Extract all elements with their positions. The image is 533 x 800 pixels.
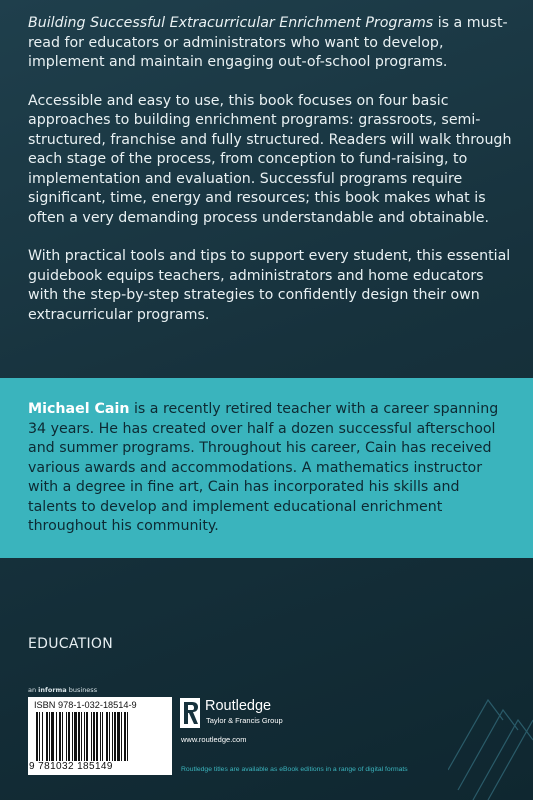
routledge-logo-icon (180, 698, 200, 728)
barcode-bars (36, 712, 164, 761)
blurb-paragraph-3: With practical tools and tips to support every student, this essential guidebook equips teachers, administrators and home educators with the step-by-step strategies to confidently design their own extracurricular programs. (28, 248, 511, 323)
back-cover-blurb (28, 14, 512, 344)
publisher-name: Routledge (205, 698, 272, 714)
barcode-digits: 9 781032 185149 (29, 761, 113, 772)
ebook-availability-note: Routledge titles are available as eBook editions in a range of digital formats (181, 766, 408, 773)
informa-business-tag: an informa business (28, 686, 98, 694)
decorative-arrows-icon (448, 640, 533, 800)
author-name: Michael Cain (28, 401, 130, 417)
book-title-italic: Building Successful Extracurricular Enrichment Programs (28, 15, 434, 31)
author-bio (28, 400, 512, 537)
publisher-group: Taylor & Francis Group (206, 716, 283, 725)
blurb-paragraph-1-text: is a must-read for educators or administrators who want to develop, implement and maintain engaging out-of-school programs. (28, 15, 508, 70)
publisher-website: www.routledge.com (181, 735, 247, 744)
blurb-paragraph-1 (28, 14, 512, 73)
isbn-label: ISBN 978-1-032-18514-9 (34, 700, 137, 710)
isbn-barcode (28, 697, 172, 775)
subject-category: EDUCATION (28, 636, 114, 652)
blurb-paragraph-2: Accessible and easy to use, this book focuses on four basic approaches to building enrichment programs: grassroots, semi-structured, franchise and fully structured. Readers will walk through each stage of the process, from conception to fund-raising, to implementation and evaluation. Successful programs require significant, time, energy and resources; this book makes what is often a very demanding process understandable and obtainable. (28, 92, 512, 226)
author-bio-text: is a recently retired teacher with a career spanning 34 years. He has created over half a dozen successful afterschool and summer programs. Throughout his career, Cain has received various awards and accommodations. A mathematics instructor with a degree in fine art, Cain has incorporated his skills and talents to develop and implement educational enrichment throughout his community. (28, 401, 499, 534)
